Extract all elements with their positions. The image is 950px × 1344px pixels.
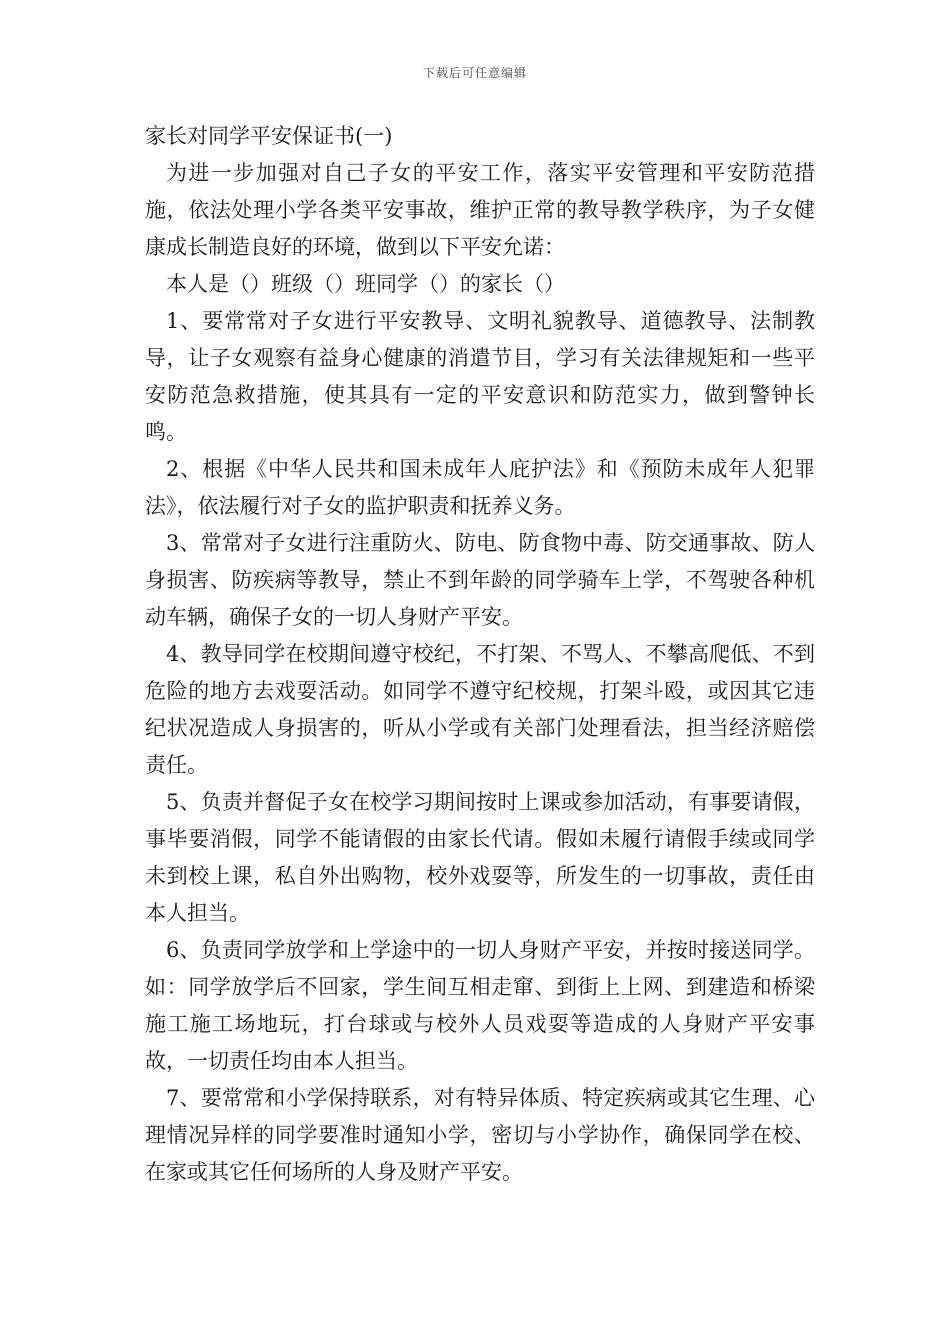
pledge-item-1: 1、要常常对子女进行平安教导、文明礼貌教导、道德教导、法制教导，让子女观察有益身心健康的消遣节目，学习有关法律规矩和一些平安防范急救措施，使其具有一定的平安意识和防范实力，做到警钟长鸣。 — [145, 309, 815, 444]
pledge-item-7: 7、要常常和小学保持联系，对有特异体质、特定疾病或其它生理、心理情况异样的同学要准时通知小学，密切与小学协作，确保同学在校、在家或其它任何场所的人身及财产平安。 — [145, 1086, 815, 1184]
pledge-item-2: 2、根据《中华人民共和国未成年人庇护法》和《预防未成年人犯罪法》，依法履行对子女的监护职责和抚养义务。 — [145, 457, 815, 518]
pledge-item-5: 5、负责并督促子女在校学习期间按时上课或参加活动，有事要请假，事毕要消假，同学不能请假的由家长代请。假如未履行请假手续或同学未到校上课，私自外出购物，校外戏耍等，所发生的一切事故，责任由本人担当。 — [145, 790, 815, 925]
document-title: 家长对同学平安保证书(一) — [145, 124, 393, 148]
document-body — [145, 118, 815, 1191]
pledge-item-4: 4、教导同学在校期间遵守校纪，不打架、不骂人、不攀高爬低、不到危险的地方去戏耍活动。如同学不遵守纪校规，打架斗殴，或因其它违纪状况造成人身损害的，听从小学或有关部门处理看法，担当经济赔偿责任。 — [145, 642, 815, 777]
pledge-item-3: 3、常常对子女进行注重防火、防电、防食物中毒、防交通事故、防人身损害、防疾病等教导，禁止不到年龄的同学骑车上学，不驾驶各种机动车辆，确保子女的一切人身财产平安。 — [145, 531, 815, 629]
intro-paragraph: 为进一步加强对自己子女的平安工作，落实平安管理和平安防范措施，依法处理小学各类平安事故，维护正常的教导教学秩序，为子女健康成长制造良好的环境，做到以下平安允诺： — [145, 161, 815, 259]
identity-line: 本人是（）班级（）班同学（）的家长（） — [166, 272, 565, 296]
pledge-item-6: 6、负责同学放学和上学途中的一切人身财产平安，并按时接送同学。如：同学放学后不回家，学生间互相走窜、到街上上网、到建造和桥梁施工施工场地玩，打台球或与校外人员戏耍等造成的人身财产平安事故，一切责任均由本人担当。 — [145, 938, 815, 1073]
page-header: 下载后可任意编辑 — [422, 66, 527, 80]
